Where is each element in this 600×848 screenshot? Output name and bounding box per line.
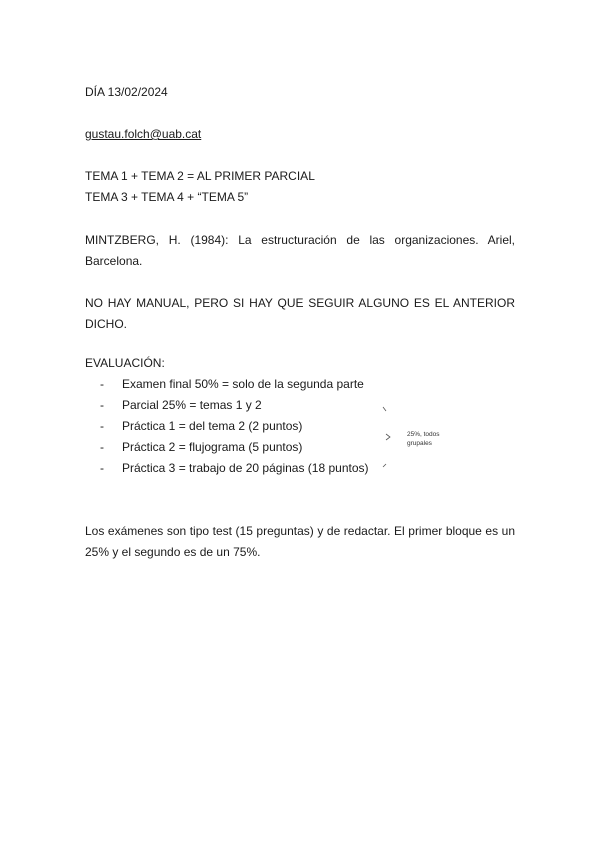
topic-line-2: TEMA 3 + TEMA 4 + “TEMA 5” <box>85 190 249 204</box>
evaluation-item-text: Examen final 50% = solo de la segunda parte <box>122 377 364 391</box>
evaluation-item-text: Práctica 2 = flujograma (5 puntos) <box>122 440 303 454</box>
exam-note-paragraph: Los exámenes son tipo test (15 preguntas) y de redactar. El primer bloque es un 25% y el segundo es de un 75%. <box>85 524 515 559</box>
evaluation-item <box>100 397 369 418</box>
reference-paragraph: MINTZBERG, H. (1984): La estructuración de las organizaciones. Ariel, Barcelona. <box>85 233 515 268</box>
evaluation-item <box>100 439 369 460</box>
bullet-dash: - <box>100 461 104 475</box>
evaluation-item <box>100 376 369 397</box>
evaluation-item <box>100 460 369 481</box>
date-line: DÍA 13/02/2024 <box>85 85 168 99</box>
evaluation-item <box>100 418 369 439</box>
evaluation-list <box>100 376 369 481</box>
margin-note-text: 25%, todos grupales <box>407 431 440 447</box>
bullet-dash: - <box>100 398 104 412</box>
bullet-dash: - <box>100 377 104 391</box>
bullet-dash: - <box>100 419 104 433</box>
manual-note-paragraph: NO HAY MANUAL, PERO SI HAY QUE SEGUIR ALGUNO ES EL ANTERIOR DICHO. <box>85 296 515 331</box>
contact-email[interactable] <box>85 126 201 142</box>
topic-line-1: TEMA 1 + TEMA 2 = AL PRIMER PARCIAL <box>85 169 315 183</box>
email-link[interactable]: gustau.folch@uab.cat <box>85 127 202 141</box>
evaluation-item-text: Parcial 25% = temas 1 y 2 <box>122 398 262 412</box>
evaluation-item-text: Práctica 3 = trabajo de 20 páginas (18 puntos) <box>122 461 369 475</box>
bullet-dash: - <box>100 440 104 454</box>
evaluation-item-text: Práctica 1 = del tema 2 (2 puntos) <box>122 419 303 433</box>
evaluation-heading: EVALUACIÓN: <box>85 356 165 370</box>
